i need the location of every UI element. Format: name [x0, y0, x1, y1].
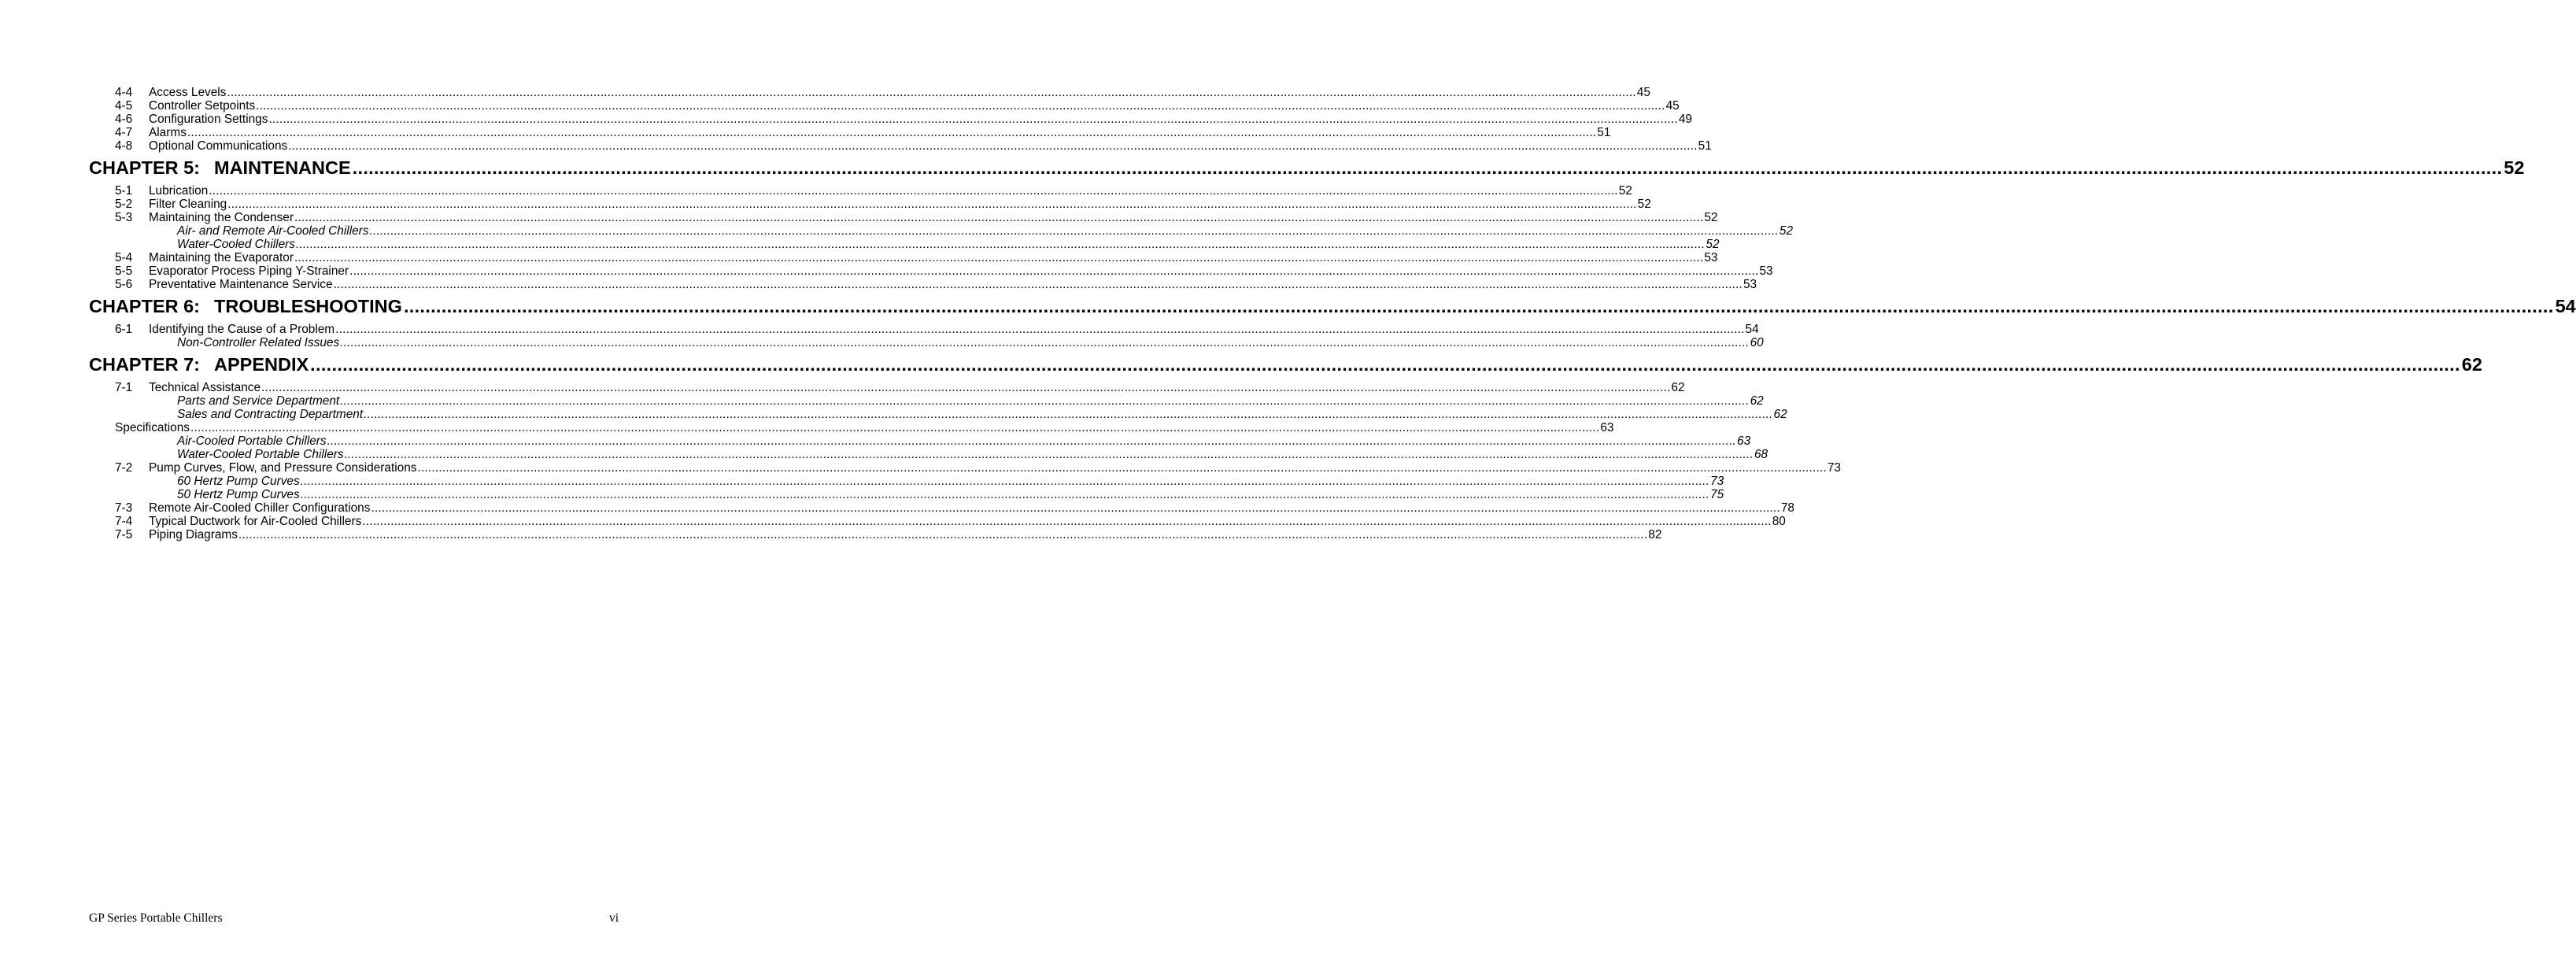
section-title: Air-Cooled Portable Chillers [177, 434, 327, 448]
section-title: Controller Setpoints [149, 99, 256, 113]
toc-section-entry[interactable] [0, 501, 1794, 515]
footer-document-title: GP Series Portable Chillers [89, 911, 223, 925]
dot-leader: ................................................................................................................................................................................................................................................................................................................................................................................................................ [369, 224, 1779, 238]
chapter-number: CHAPTER 6: [89, 296, 201, 316]
toc-entry-text [89, 157, 2525, 179]
toc-subsection-entry[interactable] [0, 434, 1751, 448]
toc-subsection-entry[interactable] [0, 224, 1794, 238]
toc-chapter-heading[interactable] [0, 157, 2525, 179]
section-number: 5-6 [115, 278, 133, 291]
dot-leader: ................................................................................................................................................................................................................................................................................................................................................................................................................ [190, 421, 1600, 434]
page-number: 53 [1759, 264, 1773, 278]
section-title: Maintaining the Evaporator [149, 251, 294, 264]
toc-entry-text [149, 211, 1718, 224]
dot-leader: ................................................................................................................................................................................................................................................................................................................................................................................................................ [261, 381, 1671, 394]
section-number: 6-1 [115, 323, 133, 336]
section-title: Water-Cooled Chillers [177, 238, 295, 251]
toc-entry-text [149, 528, 1662, 541]
section-number: 7-2 [115, 461, 133, 475]
toc-subsection-entry[interactable] [0, 475, 1724, 488]
dot-leader: ................................................................................................................................................................................................................................................................................................................................................................................................................ [344, 448, 1754, 461]
section-number: 5-2 [115, 198, 133, 211]
section-title: Configuration Settings [149, 113, 268, 126]
toc-section-entry[interactable] [0, 528, 1662, 541]
toc-entry-text [177, 488, 1724, 501]
page-number: 62 [1671, 381, 1685, 394]
section-title: Evaporator Process Piping Y-Strainer [149, 264, 349, 278]
page-number: 62 [1750, 394, 1764, 408]
toc-section-entry[interactable] [0, 139, 1712, 153]
page-number: 52 [1779, 224, 1794, 238]
section-number: 4-8 [115, 139, 133, 153]
section-number: 5-1 [115, 184, 133, 198]
page-footer [89, 911, 619, 927]
toc-section-entry[interactable] [0, 184, 1632, 198]
section-title: Water-Cooled Portable Chillers [177, 448, 344, 461]
dot-leader: ................................................................................................................................................................................................................................................................................................................................................................................................................ [227, 86, 1636, 99]
page-number: 52 [1618, 184, 1632, 198]
toc-entry-text [177, 224, 1794, 238]
toc-entry-text [149, 381, 1685, 394]
dot-leader: ................................................................................................................................................................................................................................................................................................................................................................................................................ [209, 184, 1618, 198]
section-title: Preventative Maintenance Service [149, 278, 333, 291]
toc-entry-text [149, 113, 1692, 126]
page-number: 49 [1678, 113, 1692, 126]
dot-leader: ................................................................................................................................................................................................................................................................................................................................................................................................................ [227, 198, 1637, 211]
page-number: 73 [1710, 475, 1724, 488]
dot-leader: ................................................................................................................................................................................................................................................................................................................................................................................................................ [340, 336, 1750, 349]
page-number: 62 [2461, 354, 2482, 375]
page-number: 52 [1704, 211, 1718, 224]
page-number: 53 [1704, 251, 1718, 264]
toc-entry-text [149, 515, 1786, 528]
page-number: 82 [1648, 528, 1662, 541]
toc-entry-text [149, 86, 1650, 99]
section-number: 5-4 [115, 251, 133, 264]
toc-entry-text [115, 421, 1614, 434]
dot-leader: ................................................................................................................................................................................................................................................................................................................................................................................................................ [364, 408, 1773, 421]
toc-section-entry[interactable] [0, 211, 1718, 224]
toc-section-entry[interactable] [0, 198, 1651, 211]
dot-leader: ................................................................................................................................................................................................................................................................................................................................................................................................................ [349, 264, 1759, 278]
dot-leader: ................................................................................................................................................................................................................................................................................................................................................................................................................ [294, 211, 1704, 224]
section-title: Typical Ductwork for Air-Cooled Chillers [149, 515, 362, 528]
dot-leader: ................................................................................................................................................................................................................................................................................................................................................................................................................ [294, 251, 1704, 264]
toc-section-entry[interactable] [0, 278, 1757, 291]
dot-leader: ................................................................................................................................................................................................................................................................................................................................................................................................................ [256, 99, 1665, 113]
section-number: 4-4 [115, 86, 133, 99]
toc-section-entry[interactable] [0, 126, 1611, 139]
section-title: Non-Controller Related Issues [177, 336, 340, 349]
toc-entry-text [89, 354, 2482, 375]
toc-section-entry[interactable] [0, 515, 1786, 528]
page-number: 73 [1827, 461, 1841, 475]
toc-entry-text [177, 434, 1751, 448]
page-number: 68 [1754, 448, 1768, 461]
page-number: 52 [2504, 157, 2525, 178]
toc-section-entry[interactable] [0, 86, 1650, 99]
toc-entry-text [149, 278, 1757, 291]
toc-section-entry[interactable] [0, 421, 1614, 434]
section-title: 60 Hertz Pump Curves [177, 475, 300, 488]
section-number: 7-5 [115, 528, 133, 541]
dot-leader: ................................................................................................................................................................................................................................................................................................................................................................................................................ [187, 126, 1597, 139]
page-number: 52 [1706, 238, 1720, 251]
page-number: 63 [1737, 434, 1751, 448]
dot-leader: ................................................................................................................................................................................................................................................................................................................................................................................................................ [340, 394, 1750, 408]
section-title: Air- and Remote Air-Cooled Chillers [177, 224, 369, 238]
toc-entry-text [177, 394, 1764, 408]
section-number: 7-1 [115, 381, 133, 394]
dot-leader: ................................................................................................................................................................................................................................................................................................................................................................................................................ [295, 238, 1706, 251]
toc-entry-text [177, 448, 1768, 461]
section-title: Filter Cleaning [149, 198, 227, 211]
toc-subsection-entry[interactable] [0, 408, 1787, 421]
toc-section-entry[interactable] [0, 381, 1685, 394]
section-number: 7-3 [115, 501, 133, 515]
page-number: 52 [1637, 198, 1651, 211]
toc-entry-text [177, 238, 1720, 251]
toc-entry-text [177, 336, 1764, 349]
section-number: 5-5 [115, 264, 133, 278]
section-number: 4-6 [115, 113, 133, 126]
dot-leader: ................................................................................................................................................................................................................................................................................................................................................................................................................ [288, 139, 1698, 153]
dot-leader: ................................................................................................................................................................................................................................................................................................................................................................................................................ [300, 475, 1710, 488]
toc-chapter-heading[interactable] [0, 354, 2482, 375]
section-title: Piping Diagrams [149, 528, 238, 541]
dot-leader: ................................................................................................................................................................................................................................................................................................................................................................................................................ [362, 515, 1772, 528]
page-number: 75 [1710, 488, 1724, 501]
dot-leader: ................................................................................................................................................................................................................................................................................................................................................................................................................ [310, 354, 2460, 375]
section-title: Access Levels [149, 86, 227, 99]
page-number: 45 [1665, 99, 1680, 113]
page-number: 51 [1698, 139, 1712, 153]
section-number: 7-4 [115, 515, 133, 528]
toc-entry-text [177, 475, 1724, 488]
table-of-contents [0, 86, 2576, 541]
section-title: Identifying the Cause of a Problem [149, 323, 335, 336]
section-title: Alarms [149, 126, 187, 139]
page-number: 80 [1772, 515, 1786, 528]
page-number: 53 [1743, 278, 1757, 291]
dot-leader: ................................................................................................................................................................................................................................................................................................................................................................................................................ [327, 434, 1737, 448]
chapter-number: CHAPTER 5: [89, 157, 201, 178]
toc-entry-text [89, 296, 2576, 317]
section-number: 4-5 [115, 99, 133, 113]
page-number: 54 [1745, 323, 1759, 336]
toc-entry-text [149, 501, 1794, 515]
toc-entry-text [149, 139, 1712, 153]
section-title: Pump Curves, Flow, and Pressure Considerations [149, 461, 417, 475]
toc-entry-text [149, 251, 1718, 264]
toc-section-entry[interactable] [0, 99, 1680, 113]
section-title: Lubrication [149, 184, 209, 198]
section-title: Specifications [115, 421, 190, 434]
page-number: 63 [1600, 421, 1614, 434]
section-title: Parts and Service Department [177, 394, 340, 408]
section-number: 4-7 [115, 126, 133, 139]
page-number: 45 [1636, 86, 1650, 99]
dot-leader: ................................................................................................................................................................................................................................................................................................................................................................................................................ [335, 323, 1745, 336]
dot-leader: ................................................................................................................................................................................................................................................................................................................................................................................................................ [238, 528, 1648, 541]
dot-leader: ................................................................................................................................................................................................................................................................................................................................................................................................................ [371, 501, 1780, 515]
chapter-title: APPENDIX [214, 354, 309, 375]
toc-subsection-entry[interactable] [0, 448, 1768, 461]
page-number: 60 [1750, 336, 1764, 349]
toc-section-entry[interactable] [0, 264, 1773, 278]
page-number: 78 [1780, 501, 1794, 515]
toc-section-entry[interactable] [0, 113, 1692, 126]
chapter-title: MAINTENANCE [214, 157, 351, 178]
toc-subsection-entry[interactable] [0, 336, 1764, 349]
section-title: Maintaining the Condenser [149, 211, 294, 224]
dot-leader: ................................................................................................................................................................................................................................................................................................................................................................................................................ [417, 461, 1827, 475]
toc-entry-text [149, 99, 1680, 113]
toc-section-entry[interactable] [0, 461, 1841, 475]
toc-entry-text [149, 323, 1759, 336]
page-number: 51 [1597, 126, 1611, 139]
section-title: 50 Hertz Pump Curves [177, 488, 300, 501]
section-title: Optional Communications [149, 139, 288, 153]
section-title: Technical Assistance [149, 381, 261, 394]
section-title: Remote Air-Cooled Chiller Configurations [149, 501, 371, 515]
section-title: Sales and Contracting Department [177, 408, 364, 421]
chapter-title: TROUBLESHOOTING [214, 296, 402, 316]
toc-subsection-entry[interactable] [0, 488, 1724, 501]
dot-leader: ................................................................................................................................................................................................................................................................................................................................................................................................................ [268, 113, 1678, 126]
section-number: 5-3 [115, 211, 133, 224]
toc-section-entry[interactable] [0, 251, 1718, 264]
page-number: 62 [1773, 408, 1787, 421]
toc-chapter-heading[interactable] [0, 296, 2576, 317]
footer-page-number: vi [608, 911, 619, 925]
dot-leader: ................................................................................................................................................................................................................................................................................................................................................................................................................ [333, 278, 1743, 291]
toc-entry-text [149, 264, 1773, 278]
toc-entry-text [149, 126, 1611, 139]
toc-entry-text [149, 461, 1841, 475]
dot-leader: ................................................................................................................................................................................................................................................................................................................................................................................................................ [403, 296, 2554, 316]
page-number: 54 [2555, 296, 2576, 316]
dot-leader: ................................................................................................................................................................................................................................................................................................................................................................................................................ [352, 157, 2503, 178]
toc-subsection-entry[interactable] [0, 238, 1720, 251]
chapter-number: CHAPTER 7: [89, 354, 201, 375]
toc-section-entry[interactable] [0, 323, 1759, 336]
toc-entry-text [149, 184, 1632, 198]
dot-leader: ................................................................................................................................................................................................................................................................................................................................................................................................................ [300, 488, 1710, 501]
toc-entry-text [149, 198, 1651, 211]
toc-entry-text [177, 408, 1787, 421]
toc-subsection-entry[interactable] [0, 394, 1764, 408]
